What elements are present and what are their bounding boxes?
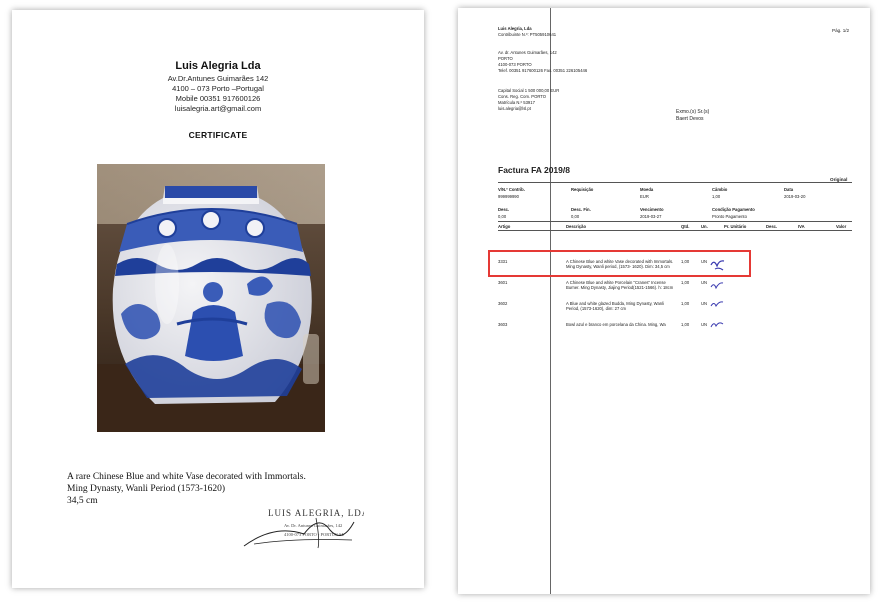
certificate-company-name: Luis Alegria Lda (175, 60, 261, 72)
company-stamp-signature (234, 504, 364, 554)
handwritten-mark-icon (710, 319, 724, 331)
column-header: Valor (836, 224, 847, 229)
row-description: A Chinese Blue and white Vase decorated with Immortals. Ming Dynasty, Wanli period, (1573- 1620). Dim: 34,5 cm (566, 259, 674, 270)
row-unit: UN (701, 301, 708, 306)
header-value: 0,00 (571, 214, 580, 219)
handwritten-mark-icon (710, 280, 724, 292)
header-label: Data (784, 187, 794, 192)
header-value: 999999990 (498, 194, 519, 199)
vertical-fold-line (550, 8, 551, 594)
header-label: V/N.º Contrib. (498, 187, 525, 192)
invoice-legal-line: Matrícula N.º 53917 (498, 100, 535, 105)
header-value: 0,00 (498, 214, 507, 219)
header-label: Desc. (498, 207, 510, 212)
columns-rule (498, 230, 852, 231)
invoice-contact: Telef. 00351 917600126 Fax. 00351 226105446 (498, 68, 588, 73)
invoice-legal-line: Cons. Reg. Com. PORTO (498, 94, 547, 99)
recipient-label: Exmo.(s) Sr.(s) (676, 109, 710, 115)
invoice-address-line: PORTO (498, 56, 513, 61)
header-label: Moeda (640, 187, 654, 192)
header-rule (498, 182, 852, 183)
row-description: A Chinese Blue and white Porcelain "Cranes" Incense Burner. Ming Dynasty, Jiajing Period(1521-1566). h: 18cm (566, 280, 674, 291)
invoice-address-line: Av. dr. Antunes Guimarães, 142 (498, 50, 557, 55)
invoice-legal-line: Capital Social 1 500 000,00 EUR (498, 88, 560, 93)
row-description: Bowl azul e branco em porcelana da China. Ming, Wa (566, 322, 666, 327)
certificate-phone: Mobile 00351 917600126 (175, 94, 261, 103)
header-value: EUR (640, 194, 649, 199)
invoice-page (458, 8, 870, 594)
invoice-address-line: 4100-073 PORTO (498, 62, 532, 67)
vase-photo (97, 164, 325, 432)
row-code: 3331 (498, 259, 508, 264)
certificate-address-line: Av.Dr.Antunes Guimarães 142 (167, 74, 269, 83)
row-qty: 1,00 (681, 322, 690, 327)
row-unit: UN (701, 259, 708, 264)
row-unit: UN (701, 280, 708, 285)
invoice-title: Factura FA 2019/8 (498, 165, 570, 175)
page-number: Pág. 1/2 (832, 28, 850, 33)
header-label: Desc. Fin. (571, 207, 591, 212)
header-value: 2019-03-20 (784, 194, 806, 199)
caption-line: A rare Chinese Blue and white Vase decorated with Immortals. (67, 472, 306, 482)
certificate-caption (67, 471, 306, 507)
original-label: Original (830, 177, 848, 182)
row-description: A Blue and white glazed Budda, Ming Dynasty, Wanli Period, (1573-1620), dim: 27 cm (566, 301, 664, 312)
columns-rule (498, 221, 852, 222)
row-qty: 1,00 (681, 301, 690, 306)
row-qty: 1,00 (681, 259, 690, 264)
caption-line: 34,5 cm (67, 496, 98, 506)
column-header: Qtd. (681, 224, 690, 229)
highlight-box (488, 250, 751, 277)
header-value: 2019-03-27 (640, 214, 662, 219)
certificate-email: luisalegria.art@gmail.com (174, 104, 262, 113)
invoice-tax-id: Contribuinte N.º: PT505910641 (498, 32, 557, 37)
recipient-name: Baert Devos (676, 116, 704, 122)
header-label: Câmbio (712, 187, 728, 192)
column-header: Un. (701, 224, 708, 229)
column-header: Desc. (766, 224, 778, 229)
column-header: Artigo (498, 224, 511, 229)
row-unit: UN (701, 322, 708, 327)
certificate-address-line: 4100 – 073 Porto –Portugal (172, 84, 264, 93)
stamp-text: LUIS ALEGRIA, LDA (268, 508, 364, 518)
header-label: Vencimento (640, 207, 664, 212)
certificate-title: CERTIFICATE (188, 130, 248, 140)
invoice-company-name: Luis Alegria, Lda (498, 26, 532, 31)
column-header: Descrição (566, 224, 587, 229)
stamp-text: 4100-073 PORTO - PORTUGAL (284, 532, 345, 537)
header-label: Requisição (571, 187, 594, 192)
header-value: Pronto Pagamento (712, 214, 747, 219)
certificate-page (12, 10, 424, 588)
header-label: Condição Pagamento (712, 207, 755, 212)
row-code: 3601 (498, 280, 508, 285)
handwritten-mark-icon (710, 298, 724, 310)
column-header: IVA (798, 224, 805, 229)
stamp-text: Av. Dr. Antunes Guimarães, 142 (284, 523, 343, 528)
row-code: 3602 (498, 301, 508, 306)
caption-line: Ming Dynasty, Wanli Period (1573-1620) (67, 484, 226, 494)
header-value: 1,00 (712, 194, 721, 199)
column-header: Pr. Unitário (724, 224, 747, 229)
invoice-email: luis.alegria@lsl.pt (498, 106, 531, 111)
row-code: 3603 (498, 322, 508, 327)
row-qty: 1,00 (681, 280, 690, 285)
